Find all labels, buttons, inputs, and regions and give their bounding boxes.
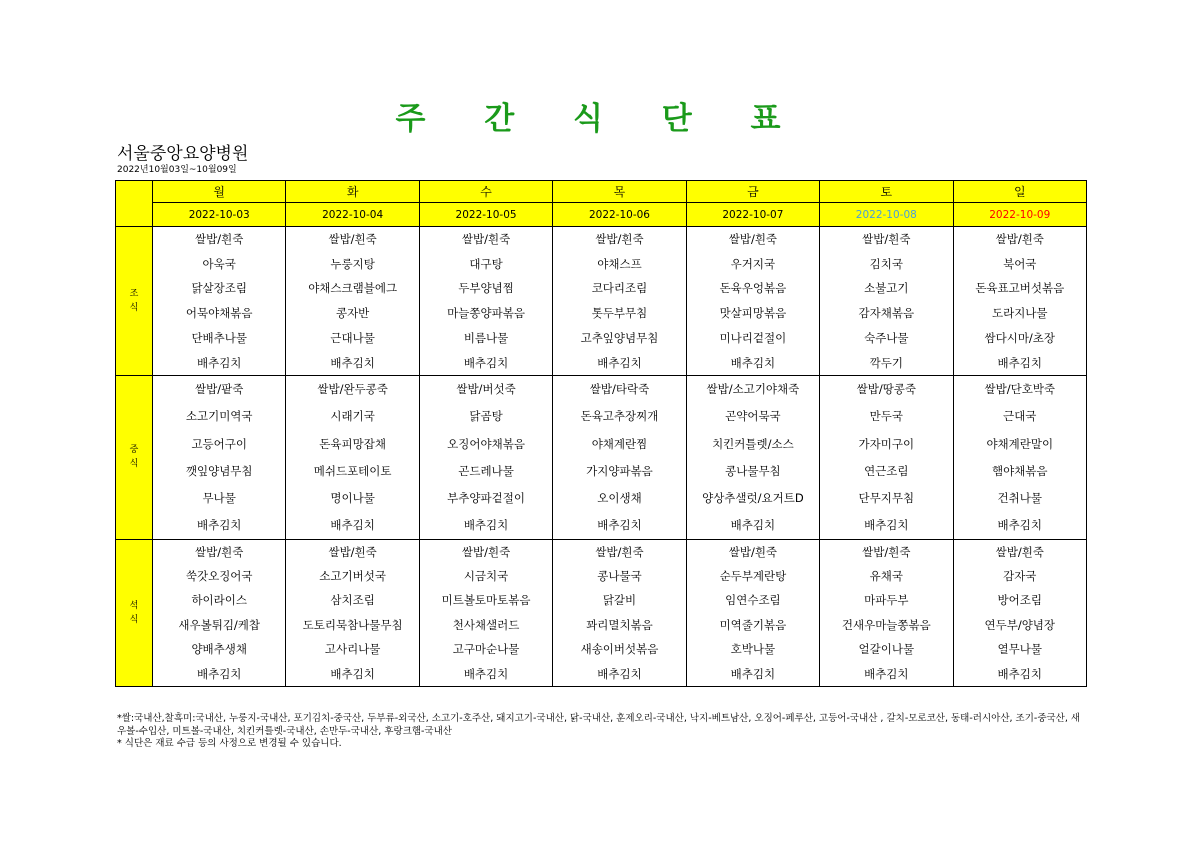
menu-item: 연두부/양념장	[953, 613, 1086, 638]
menu-item: 배추김치	[953, 512, 1086, 539]
menu-item: 열무나물	[953, 637, 1086, 662]
menu-item: 시래기국	[286, 403, 419, 430]
menu-item: 배추김치	[153, 662, 286, 687]
menu-item: 닭살장조림	[153, 276, 286, 301]
menu-item: 배추김치	[820, 512, 953, 539]
menu-row	[116, 564, 1087, 589]
date-header: 2022-10-05	[419, 203, 552, 227]
menu-item: 근대나물	[286, 326, 419, 351]
menu-row	[116, 512, 1087, 539]
menu-item: 쌀밥/흰죽	[953, 227, 1086, 252]
menu-item: 미역줄기볶음	[686, 613, 819, 638]
menu-item: 배추김치	[953, 662, 1086, 687]
menu-item: 배추김치	[153, 350, 286, 375]
menu-row	[116, 326, 1087, 351]
menu-item: 쌀밥/단호박죽	[953, 375, 1086, 402]
menu-item: 쌀밥/흰죽	[286, 539, 419, 564]
menu-row	[116, 375, 1087, 402]
menu-item: 배추김치	[686, 350, 819, 375]
menu-item: 돈육우엉볶음	[686, 276, 819, 301]
menu-item: 깻잎양념무침	[153, 457, 286, 484]
menu-item: 곤약어묵국	[686, 403, 819, 430]
menu-item: 감자국	[953, 564, 1086, 589]
menu-item: 명이나물	[286, 484, 419, 511]
menu-item: 숙주나물	[820, 326, 953, 351]
menu-item: 순두부계란탕	[686, 564, 819, 589]
menu-item: 삼치조림	[286, 588, 419, 613]
menu-item: 코다리조림	[553, 276, 686, 301]
page-title: 주 간 식 단 표	[395, 101, 805, 137]
menu-item: 콩나물무침	[686, 457, 819, 484]
menu-row	[116, 662, 1087, 687]
menu-item: 돈육피망잡채	[286, 430, 419, 457]
hospital-name: 서울중앙요양병원	[117, 144, 249, 164]
menu-item: 배추김치	[419, 512, 552, 539]
menu-item: 배추김치	[286, 512, 419, 539]
menu-item: 가자미구이	[820, 430, 953, 457]
menu-item: 메쉬드포테이토	[286, 457, 419, 484]
menu-item: 김치국	[820, 251, 953, 276]
menu-row	[116, 350, 1087, 375]
day-header-row	[116, 181, 1087, 203]
day-header: 토	[820, 181, 953, 203]
meal-label: 중 식	[116, 375, 153, 539]
menu-row	[116, 613, 1087, 638]
menu-item: 쌀밥/완두콩죽	[286, 375, 419, 402]
day-header: 일	[953, 181, 1086, 203]
menu-row	[116, 457, 1087, 484]
menu-item: 아욱국	[153, 251, 286, 276]
breakfast-section	[116, 227, 1087, 376]
menu-item: 대구탕	[419, 251, 552, 276]
meal-label: 석 식	[116, 539, 153, 686]
menu-item: 단무지무침	[820, 484, 953, 511]
menu-item: 톳두부무침	[553, 301, 686, 326]
menu-item: 만두국	[820, 403, 953, 430]
menu-item: 하이라이스	[153, 588, 286, 613]
menu-period: 2022년10월03일~10월09일	[117, 165, 237, 175]
menu-item: 유채국	[820, 564, 953, 589]
menu-item: 치킨커틀렛/소스	[686, 430, 819, 457]
menu-item: 양배추생채	[153, 637, 286, 662]
menu-row	[116, 637, 1087, 662]
menu-item: 천사채샐러드	[419, 613, 552, 638]
menu-item: 배추김치	[419, 662, 552, 687]
day-header: 금	[686, 181, 819, 203]
header-corner	[116, 181, 153, 227]
menu-item: 꽈리멸치볶음	[553, 613, 686, 638]
date-header-sunday: 2022-10-09	[953, 203, 1086, 227]
menu-item: 야채스프	[553, 251, 686, 276]
meal-label: 조 식	[116, 227, 153, 376]
menu-item: 배추김치	[686, 512, 819, 539]
lunch-section	[116, 375, 1087, 539]
menu-item: 무나물	[153, 484, 286, 511]
menu-item: 우거지국	[686, 251, 819, 276]
day-header: 목	[553, 181, 686, 203]
menu-item: 햄야채볶음	[953, 457, 1086, 484]
menu-item: 단배추나물	[153, 326, 286, 351]
menu-item: 근대국	[953, 403, 1086, 430]
menu-item: 닭곰탕	[419, 403, 552, 430]
menu-row	[116, 301, 1087, 326]
menu-item: 누룽지탕	[286, 251, 419, 276]
menu-item: 시금치국	[419, 564, 552, 589]
weekly-menu-table	[115, 180, 1087, 687]
menu-item: 쌀밥/흰죽	[686, 539, 819, 564]
menu-item: 쌀밥/소고기야채죽	[686, 375, 819, 402]
menu-item: 야채계란찜	[553, 430, 686, 457]
menu-row	[116, 539, 1087, 564]
menu-row	[116, 430, 1087, 457]
menu-item: 쌀밥/흰죽	[153, 539, 286, 564]
menu-item: 쌀밥/흰죽	[419, 227, 552, 252]
menu-item: 배추김치	[553, 350, 686, 375]
menu-item: 배추김치	[686, 662, 819, 687]
menu-row	[116, 484, 1087, 511]
menu-item: 야채스크램블에그	[286, 276, 419, 301]
menu-item: 쑥갓오징어국	[153, 564, 286, 589]
menu-item: 돈육고추장찌개	[553, 403, 686, 430]
menu-item: 배추김치	[286, 662, 419, 687]
menu-item: 마파두부	[820, 588, 953, 613]
menu-row	[116, 227, 1087, 252]
date-header-saturday: 2022-10-08	[820, 203, 953, 227]
menu-item: 배추김치	[953, 350, 1086, 375]
menu-item: 배추김치	[153, 512, 286, 539]
menu-item: 북어국	[953, 251, 1086, 276]
menu-item: 쌀밥/타락죽	[553, 375, 686, 402]
menu-item: 고추잎양념무침	[553, 326, 686, 351]
menu-item: 쌀밥/흰죽	[419, 539, 552, 564]
date-header: 2022-10-04	[286, 203, 419, 227]
day-header: 월	[153, 181, 286, 203]
menu-item: 고구마순나물	[419, 637, 552, 662]
menu-item: 소고기미역국	[153, 403, 286, 430]
change-notice: * 식단은 재료 수급 등의 사정으로 변경될 수 있습니다.	[117, 738, 342, 749]
menu-item: 호박나물	[686, 637, 819, 662]
menu-item: 쌀밥/흰죽	[820, 539, 953, 564]
menu-item: 연근조림	[820, 457, 953, 484]
menu-row	[116, 588, 1087, 613]
menu-item: 쌀밥/버섯죽	[419, 375, 552, 402]
dinner-section	[116, 539, 1087, 686]
menu-item: 쌀밥/흰죽	[553, 539, 686, 564]
date-header: 2022-10-03	[153, 203, 286, 227]
menu-item: 오징어야채볶음	[419, 430, 552, 457]
menu-row	[116, 251, 1087, 276]
menu-item: 새송이버섯볶음	[553, 637, 686, 662]
menu-item: 건취나물	[953, 484, 1086, 511]
menu-item: 배추김치	[553, 512, 686, 539]
menu-item: 쌀밥/흰죽	[686, 227, 819, 252]
date-header: 2022-10-07	[686, 203, 819, 227]
menu-item: 임연수조림	[686, 588, 819, 613]
menu-item: 쌀밥/땅콩죽	[820, 375, 953, 402]
menu-item: 오이생채	[553, 484, 686, 511]
menu-item: 방어조림	[953, 588, 1086, 613]
menu-item: 어묵야채볶음	[153, 301, 286, 326]
menu-item: 쌈다시마/초장	[953, 326, 1086, 351]
date-header-row	[116, 203, 1087, 227]
menu-item: 고사리나물	[286, 637, 419, 662]
menu-item: 배추김치	[419, 350, 552, 375]
menu-item: 곤드레나물	[419, 457, 552, 484]
menu-item: 소불고기	[820, 276, 953, 301]
menu-item: 얼갈이나물	[820, 637, 953, 662]
menu-item: 소고기버섯국	[286, 564, 419, 589]
menu-item: 콩자반	[286, 301, 419, 326]
menu-item: 고등어구이	[153, 430, 286, 457]
origin-note: *쌀:국내산,찰흑미:국내산, 누룽지-국내산, 포기김치-중국산, 두부류-외국산, 소고기-호주산, 돼지고기-국내산, 닭-국내산, 훈제오리-국내산, 낙지-베트남산, 오징어-페루산, 고등어-국내산 , 갈치-모로코산, 동태-러시아산, 조기-중국산, 새우볼-수입산, 미트볼-국내산, 치킨커틀렛-국내산, 손만두-국내산, 후랑크햄-국내산	[117, 713, 1081, 737]
menu-item: 배추김치	[553, 662, 686, 687]
menu-item: 쌀밥/팥죽	[153, 375, 286, 402]
menu-item: 콩나물국	[553, 564, 686, 589]
menu-item: 마늘쫑양파볶음	[419, 301, 552, 326]
date-header: 2022-10-06	[553, 203, 686, 227]
menu-item: 양상추샐럿/요거트D	[686, 484, 819, 511]
menu-item: 깍두기	[820, 350, 953, 375]
menu-item: 닭갈비	[553, 588, 686, 613]
menu-item: 쌀밥/흰죽	[820, 227, 953, 252]
menu-item: 배추김치	[286, 350, 419, 375]
menu-item: 맛살피망볶음	[686, 301, 819, 326]
menu-item: 돈육표고버섯볶음	[953, 276, 1086, 301]
menu-item: 미나리겉절이	[686, 326, 819, 351]
menu-item: 야채계란말이	[953, 430, 1086, 457]
menu-item: 가지양파볶음	[553, 457, 686, 484]
menu-item: 도라지나물	[953, 301, 1086, 326]
menu-item: 쌀밥/흰죽	[953, 539, 1086, 564]
menu-item: 부추양파겉절이	[419, 484, 552, 511]
menu-item: 두부양념찜	[419, 276, 552, 301]
menu-item: 건새우마늘쫑볶음	[820, 613, 953, 638]
day-header: 수	[419, 181, 552, 203]
day-header: 화	[286, 181, 419, 203]
menu-item: 배추김치	[820, 662, 953, 687]
menu-item: 새우볼튀김/케찹	[153, 613, 286, 638]
menu-row	[116, 276, 1087, 301]
menu-item: 도토리묵참나물무침	[286, 613, 419, 638]
menu-item: 쌀밥/흰죽	[553, 227, 686, 252]
menu-item: 감자채볶음	[820, 301, 953, 326]
menu-item: 비름나물	[419, 326, 552, 351]
menu-item: 미트볼토마토볶음	[419, 588, 552, 613]
menu-item: 쌀밥/흰죽	[286, 227, 419, 252]
menu-row	[116, 403, 1087, 430]
menu-item: 쌀밥/흰죽	[153, 227, 286, 252]
origin-notes	[117, 713, 1087, 751]
